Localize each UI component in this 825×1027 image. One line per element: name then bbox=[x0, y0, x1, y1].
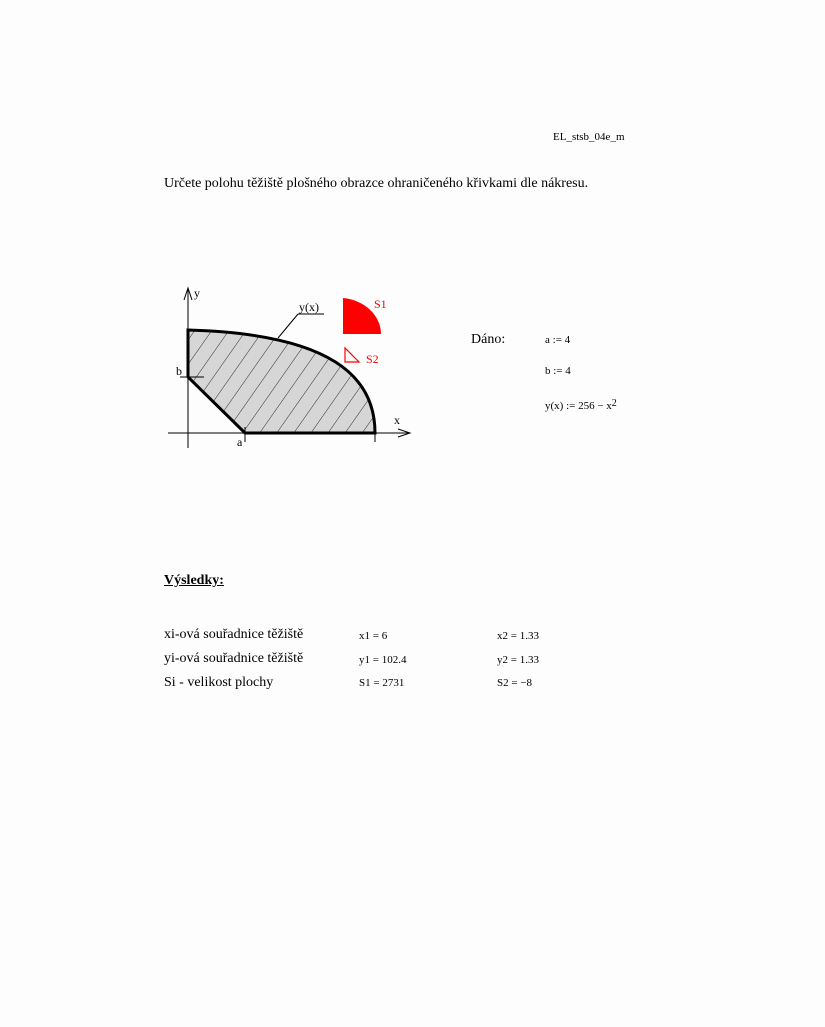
curve-label: y(x) bbox=[299, 300, 319, 314]
legend-s2-label: S2 bbox=[366, 352, 379, 366]
given-b-equation: b := 4 bbox=[545, 365, 571, 377]
result-value: S1 = 2731 bbox=[359, 677, 405, 689]
given-y-equation bbox=[545, 400, 617, 412]
result-value: x2 = 1.33 bbox=[497, 630, 539, 642]
result-value: y1 = 102.4 bbox=[359, 654, 407, 666]
result-value: y2 = 1.33 bbox=[497, 654, 539, 666]
given-label: Dáno: bbox=[471, 332, 506, 347]
hatch-region bbox=[188, 330, 375, 433]
results-heading: Výsledky: bbox=[164, 573, 224, 588]
result-row-label: xi-ová souřadnice těžiště bbox=[164, 627, 304, 642]
result-row-label: Si - velikost plochy bbox=[164, 675, 274, 690]
given-a-equation: a := 4 bbox=[545, 334, 571, 346]
given-y-equation-exponent: 2 bbox=[611, 398, 617, 409]
task-statement: Určete polohu těžiště plošného obrazce ohraničeného křivkami dle nákresu. bbox=[164, 176, 589, 191]
result-value: x1 = 6 bbox=[359, 630, 388, 642]
y-axis-label: y bbox=[194, 286, 200, 300]
given-y-equation-base: y(x) := 256 − x bbox=[545, 400, 612, 412]
figure-diagram bbox=[160, 282, 420, 452]
document-id: EL_stsb_04e_m bbox=[553, 131, 625, 143]
curve-leader bbox=[278, 314, 298, 338]
label-b: b bbox=[176, 364, 182, 378]
legend-s2-shape bbox=[345, 348, 359, 362]
result-value: S2 = −8 bbox=[497, 677, 533, 689]
x-axis-label: x bbox=[394, 413, 400, 427]
result-row-label: yi-ová souřadnice těžiště bbox=[164, 651, 304, 666]
legend-s1-label: S1 bbox=[374, 297, 387, 311]
label-a: a bbox=[237, 435, 243, 449]
